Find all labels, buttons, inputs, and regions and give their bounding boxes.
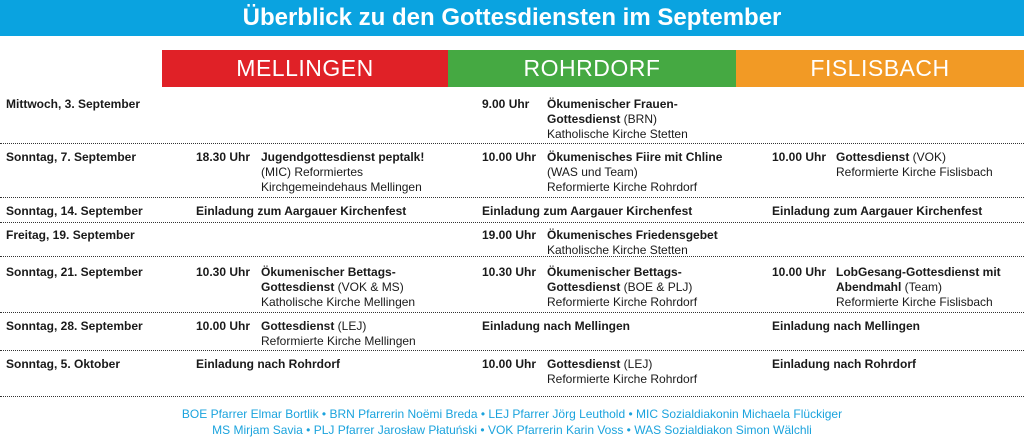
service-title: Gottesdienst	[836, 150, 910, 164]
service-line	[547, 265, 697, 280]
service-time: 10.00 Uhr	[482, 357, 537, 371]
service-line	[836, 280, 1001, 295]
service-details	[836, 265, 1001, 310]
service-details	[547, 265, 697, 310]
service-line	[547, 280, 697, 295]
service-time: 10.00 Uhr	[196, 319, 251, 333]
service-details	[261, 319, 416, 349]
service-line	[547, 228, 718, 243]
service-location: Reformierte Kirche Rohrdorf	[547, 180, 698, 194]
service-title: Ökumenischer Frauen-	[547, 97, 678, 111]
service-line	[547, 112, 688, 127]
service-time: 10.30 Uhr	[196, 265, 251, 279]
header-fislisbach: FISLISBACH	[736, 50, 1024, 87]
row-divider	[0, 350, 1024, 351]
service-title: Ökumenisches Friedensgebet	[547, 228, 718, 242]
service-title: Gottesdienst	[261, 280, 335, 294]
service-title: Gottesdienst	[547, 357, 621, 371]
row-divider	[0, 222, 1024, 223]
service-leaders: (Team)	[901, 280, 943, 294]
service-line	[261, 319, 416, 334]
service-leaders: (LEJ)	[620, 357, 653, 371]
service-title: Abendmahl	[836, 280, 902, 294]
service-location: Reformierte Kirche Fislisbach	[836, 295, 993, 309]
service-leaders: (VOK & MS)	[334, 280, 404, 294]
service-title: Ökumenisches Fiire mit Chline	[547, 150, 723, 164]
row-date: Sonntag, 14. September	[6, 204, 143, 218]
header-mellingen: MELLINGEN	[162, 50, 448, 87]
service-location: Katholische Kirche Mellingen	[261, 295, 416, 309]
footer-legend-line-1: BOE Pfarrer Elmar Bortlik • BRN Pfarrerin Noëmi Breda • LEJ Pfarrer Jörg Leuthold • MIC Sozialdiakonin Michaela Flückiger	[181, 407, 843, 421]
invitation-note: Einladung nach Mellingen	[772, 319, 921, 333]
service-line	[547, 357, 697, 372]
service-title: Jugendgottesdienst peptalk!	[261, 150, 425, 164]
service-line	[261, 280, 415, 295]
service-location: (MIC) Reformiertes	[261, 165, 364, 179]
service-leaders: (VOK)	[909, 150, 947, 164]
service-details	[261, 150, 424, 195]
service-details	[547, 97, 688, 142]
service-location: Reformierte Kirche Mellingen	[261, 334, 416, 348]
service-time: 10.00 Uhr	[482, 150, 537, 164]
service-line	[261, 265, 415, 280]
service-time: 9.00 Uhr	[482, 97, 530, 111]
service-title: LobGesang-Gottesdienst mit	[836, 265, 1001, 279]
invitation-note: Einladung zum Aargauer Kirchenfest	[772, 204, 983, 218]
row-date: Mittwoch, 3. September	[6, 97, 141, 111]
service-location: Kirchgemeindehaus Mellingen	[261, 180, 422, 194]
row-divider	[0, 396, 1024, 397]
service-details	[836, 150, 993, 180]
invitation-note: Einladung nach Rohrdorf	[196, 357, 340, 371]
service-title: Ökumenischer Bettags-	[261, 265, 396, 279]
service-title: Gottesdienst	[547, 112, 621, 126]
service-title: Ökumenischer Bettags-	[547, 265, 682, 279]
invitation-note: Einladung zum Aargauer Kirchenfest	[482, 204, 693, 218]
service-details	[547, 357, 697, 387]
service-location: (WAS und Team)	[547, 165, 638, 179]
row-date: Sonntag, 28. September	[6, 319, 143, 333]
service-location: Katholische Kirche Stetten	[547, 243, 688, 257]
footer-legend-line-2: MS Mirjam Savia • PLJ Pfarrer Jarosław Płatuński • VOK Pfarrerin Karin Voss • WAS Sozialdiakon Simon Wälchli	[212, 423, 812, 437]
service-line	[261, 150, 424, 165]
service-location: Reformierte Kirche Fislisbach	[836, 165, 993, 179]
service-leaders: (LEJ)	[334, 319, 367, 333]
service-time: 10.00 Uhr	[772, 150, 827, 164]
service-line	[836, 265, 1001, 280]
service-details	[547, 150, 722, 195]
service-details	[261, 265, 415, 310]
row-date: Sonntag, 21. September	[6, 265, 143, 279]
row-date: Freitag, 19. September	[6, 228, 135, 242]
row-divider	[0, 143, 1024, 144]
service-details	[547, 228, 718, 258]
service-line	[547, 150, 722, 165]
row-divider	[0, 197, 1024, 198]
invitation-note: Einladung nach Rohrdorf	[772, 357, 916, 371]
row-divider	[0, 256, 1024, 257]
service-line	[547, 97, 688, 112]
service-leaders: (BOE & PLJ)	[620, 280, 693, 294]
invitation-note: Einladung nach Mellingen	[482, 319, 631, 333]
row-date: Sonntag, 5. Oktober	[6, 357, 121, 371]
service-leaders: (BRN)	[620, 112, 658, 126]
page-title: Überblick zu den Gottesdiensten im September	[0, 0, 1024, 36]
service-title: Gottesdienst	[261, 319, 335, 333]
invitation-note: Einladung zum Aargauer Kirchenfest	[196, 204, 407, 218]
header-rohrdorf: ROHRDORF	[448, 50, 736, 87]
row-date: Sonntag, 7. September	[6, 150, 137, 164]
service-line	[836, 150, 993, 165]
service-location: Reformierte Kirche Rohrdorf	[547, 295, 698, 309]
service-title: Gottesdienst	[547, 280, 621, 294]
service-time: 18.30 Uhr	[196, 150, 251, 164]
service-time: 10.30 Uhr	[482, 265, 537, 279]
service-time: 10.00 Uhr	[772, 265, 827, 279]
service-location: Katholische Kirche Stetten	[547, 127, 688, 141]
service-location: Reformierte Kirche Rohrdorf	[547, 372, 698, 386]
service-time: 19.00 Uhr	[482, 228, 537, 242]
row-divider	[0, 312, 1024, 313]
